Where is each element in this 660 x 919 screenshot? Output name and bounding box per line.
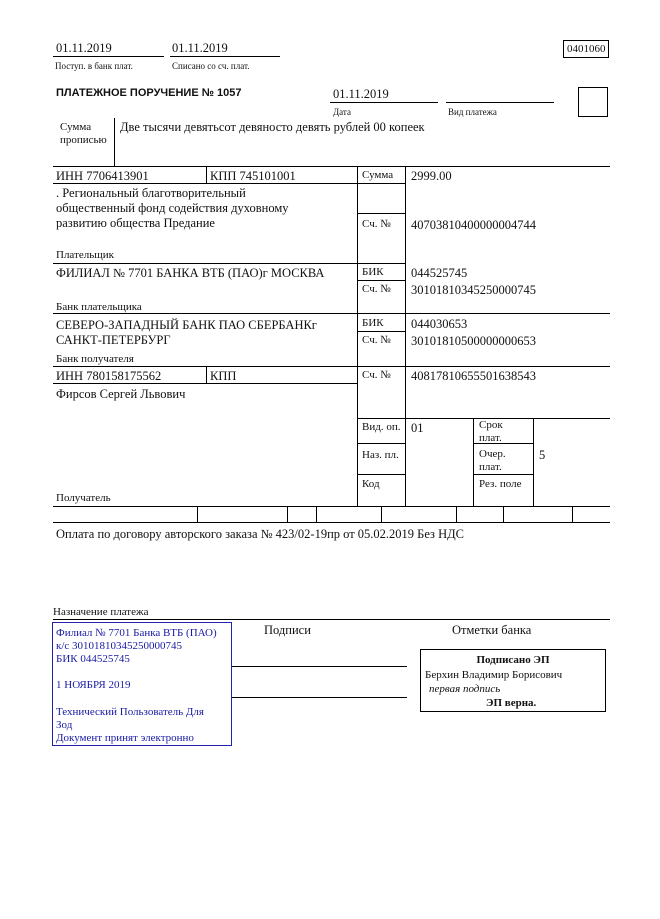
bank-marks-label: Отметки банка <box>452 623 532 637</box>
stamp-user-line-1: Технический Пользователь Для <box>56 706 204 718</box>
payment-type-line <box>446 102 554 103</box>
signature-line-2 <box>232 697 407 698</box>
grid-vline <box>533 418 534 506</box>
grid-vline <box>206 366 207 383</box>
queue-label-2: плат. <box>479 461 502 473</box>
payer-bank-account: 30101810345250000745 <box>411 283 536 297</box>
payee-bank-name-line-2: САНКТ-ПЕТЕРБУРГ <box>56 333 171 347</box>
amount-value: 2999.00 <box>411 169 452 183</box>
op-type-label: Вид. оп. <box>362 421 401 433</box>
payee-label: Получатель <box>56 492 111 504</box>
queue-value: 5 <box>539 448 546 462</box>
payee-bank-label: Банк получателя <box>56 353 134 365</box>
grid-line <box>53 183 358 184</box>
grid-line <box>357 443 405 444</box>
stamp-line-3: БИК 044525745 <box>56 653 130 665</box>
term-label-2: плат. <box>479 432 502 444</box>
grid-line <box>473 474 533 475</box>
stamp-date: 1 НОЯБРЯ 2019 <box>56 679 131 691</box>
payer-kpp: КПП 745101001 <box>210 169 296 183</box>
payer-account: 40703810400000004744 <box>411 218 536 232</box>
grid-vline <box>572 506 573 522</box>
payee-bank-bik: 044030653 <box>411 317 468 331</box>
stamp-line-2: к/с 30101810345250000745 <box>56 640 183 652</box>
debited-line <box>170 56 280 57</box>
grid-vline <box>357 166 358 506</box>
received-line <box>53 56 164 57</box>
esign-box <box>420 649 606 712</box>
payer-name-line-2: общественный фонд содействия духовному <box>56 201 289 215</box>
payee-inn: ИНН 780158175562 <box>56 369 162 383</box>
grid-line <box>357 263 405 264</box>
op-type-value: 01 <box>411 421 424 435</box>
payer-name-line-1: . Региональный благотворительный <box>56 186 246 200</box>
debited-label: Списано со сч. плат. <box>172 61 250 71</box>
signatures-label: Подписи <box>264 623 311 637</box>
grid-vline <box>405 166 406 506</box>
grid-vline <box>473 418 474 506</box>
payee-bank-account-label: Сч. № <box>362 334 391 346</box>
payee-kpp: КПП <box>210 369 237 383</box>
order-title: ПЛАТЕЖНОЕ ПОРУЧЕНИЕ № 1057 <box>56 87 242 99</box>
order-date-label: Дата <box>333 107 351 117</box>
grid-line <box>53 263 358 264</box>
form-code: 0401060 <box>567 43 606 55</box>
grid-line <box>53 366 610 367</box>
grid-line <box>357 280 405 281</box>
payee-account-label: Сч. № <box>362 369 391 381</box>
esign-verified: ЭП верна. <box>486 697 537 709</box>
payee-bank-bik-label: БИК <box>362 317 384 329</box>
grid-line <box>53 383 358 384</box>
esign-sign-type: первая подпись <box>429 683 501 695</box>
grid-line <box>53 506 610 507</box>
payer-bank-name: ФИЛИАЛ № 7701 БАНКА ВТБ (ПАО)г МОСКВА <box>56 266 325 280</box>
payee-bank-name-line-1: СЕВЕРО-ЗАПАДНЫЙ БАНК ПАО СБЕРБАНКг <box>56 318 317 332</box>
payer-bank-bik-label: БИК <box>362 266 384 278</box>
grid-vline <box>206 166 207 183</box>
payee-bank-account: 30101810500000000653 <box>411 334 536 348</box>
payee-name: Фирсов Сергей Львович <box>56 387 186 401</box>
amount-label: Сумма <box>362 169 394 181</box>
amount-words-label-2: прописью <box>60 134 107 146</box>
grid-vline <box>197 506 198 522</box>
payer-bank-account-label: Сч. № <box>362 283 391 295</box>
grid-line <box>53 166 610 167</box>
grid-line <box>53 522 610 523</box>
purpose-text: Оплата по договору авторского заказа № 423/02-19пр от 05.02.2019 Без НДС <box>56 527 465 541</box>
grid-vline <box>316 506 317 522</box>
purpose-label: Назначение платежа <box>53 606 149 618</box>
payer-label: Плательщик <box>56 249 114 261</box>
code-label: Код <box>362 478 380 490</box>
received-date: 01.11.2019 <box>56 41 112 55</box>
stamp-status: Документ принят электронно <box>56 732 194 744</box>
signature-line-1 <box>232 666 407 667</box>
esign-title: Подписано ЭП <box>476 654 550 666</box>
payee-account: 40817810655501638543 <box>411 369 536 383</box>
order-date: 01.11.2019 <box>333 87 389 101</box>
payer-bank-bik: 044525745 <box>411 266 468 280</box>
stamp-line-1: Филиал № 7701 Банка ВТБ (ПАО) <box>56 627 217 639</box>
amount-words-label-1: Сумма <box>60 121 92 133</box>
amount-words-divider <box>114 118 115 166</box>
debited-date: 01.11.2019 <box>172 41 228 55</box>
grid-line <box>357 474 405 475</box>
grid-vline <box>381 506 382 522</box>
payment-type-label: Вид платежа <box>448 107 497 117</box>
bank-stamp <box>52 622 232 746</box>
grid-vline <box>456 506 457 522</box>
amount-words-value: Две тысячи девятьсот девяносто девять рублей 00 копеек <box>120 120 425 134</box>
payer-name-line-3: развитию общества Предание <box>56 216 215 230</box>
form-code-box <box>563 40 609 58</box>
grid-vline <box>287 506 288 522</box>
order-date-line <box>330 102 438 103</box>
payer-bank-label: Банк плательщика <box>56 301 142 313</box>
payment-type-box <box>578 87 608 117</box>
payer-inn: ИНН 7706413901 <box>56 169 149 183</box>
purpose-code-label: Наз. пл. <box>362 449 399 461</box>
grid-line <box>357 331 405 332</box>
grid-vline <box>503 506 504 522</box>
grid-line <box>53 313 610 314</box>
grid-line <box>357 213 405 214</box>
esign-signer: Берхин Владимир Борисович <box>425 669 563 681</box>
queue-label-1: Очер. <box>479 448 506 460</box>
stamp-user-line-2: Зод <box>56 719 73 731</box>
purpose-line <box>53 619 610 620</box>
reserve-label: Рез. поле <box>479 478 522 490</box>
payer-account-label: Сч. № <box>362 218 391 230</box>
term-label-1: Срок <box>479 419 503 431</box>
grid-line <box>357 183 405 184</box>
received-label: Поступ. в банк плат. <box>55 61 133 71</box>
